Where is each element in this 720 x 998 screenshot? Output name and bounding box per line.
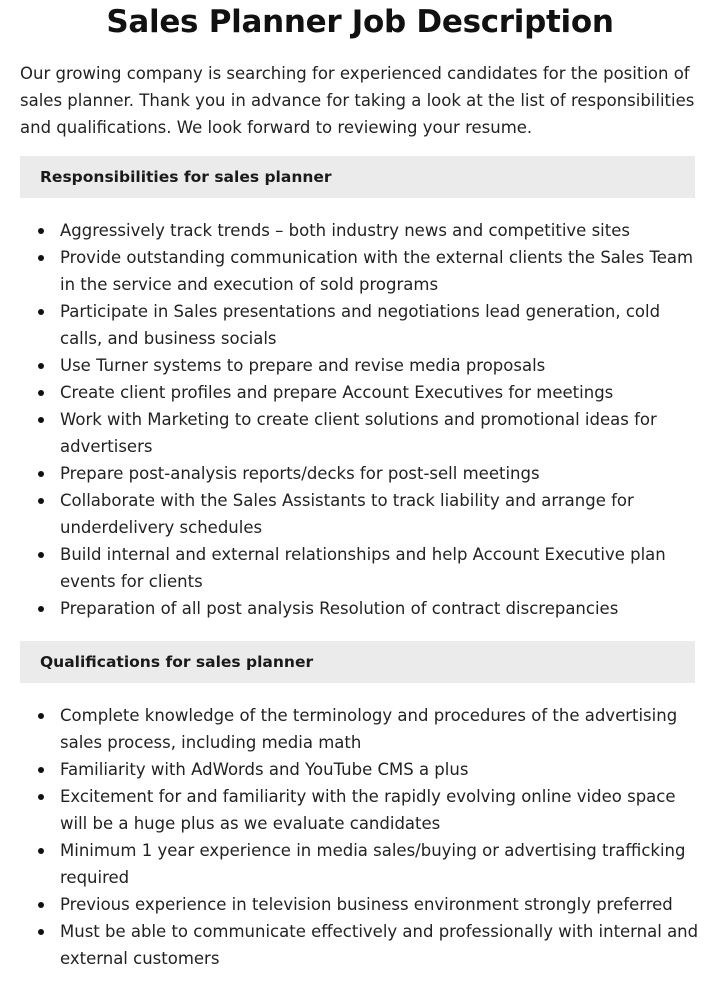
list-item-text: Minimum 1 year experience in media sales/buying or advertising trafficking required <box>60 841 686 887</box>
qualifications-list <box>20 702 700 972</box>
list-item <box>60 406 700 460</box>
list-item <box>60 783 700 837</box>
responsibilities-heading: Responsibilities for sales planner <box>20 156 695 198</box>
list-item-text: Participate in Sales presentations and negotiations lead generation, cold calls, and business socials <box>60 302 661 348</box>
list-item <box>60 244 700 298</box>
list-item <box>60 487 700 541</box>
bullet-icon <box>38 794 44 800</box>
list-item-text: Preparation of all post analysis Resolution of contract discrepancies <box>60 599 619 618</box>
list-item <box>60 541 700 595</box>
list-item <box>60 379 700 406</box>
list-item <box>60 298 700 352</box>
list-item-text: Use Turner systems to prepare and revise media proposals <box>60 356 546 375</box>
list-item-text: Prepare post-analysis reports/decks for post-sell meetings <box>60 464 540 483</box>
bullet-icon <box>38 390 44 396</box>
list-item <box>60 352 700 379</box>
list-item <box>60 460 700 487</box>
list-item <box>60 756 700 783</box>
list-item-text: Previous experience in television business environment strongly preferred <box>60 895 673 914</box>
list-item <box>60 837 700 891</box>
list-item <box>60 595 700 622</box>
list-item <box>60 918 700 972</box>
list-item-text: Aggressively track trends – both industry news and competitive sites <box>60 221 630 240</box>
responsibilities-list <box>20 217 700 622</box>
list-item-text: Create client profiles and prepare Account Executives for meetings <box>60 383 614 402</box>
page-title: Sales Planner Job Description <box>106 4 614 40</box>
list-item <box>60 702 700 756</box>
list-item-text: Excitement for and familiarity with the rapidly evolving online video space will be a huge plus as we evaluate candidates <box>60 787 676 833</box>
list-item <box>60 891 700 918</box>
list-item-text: Complete knowledge of the terminology and procedures of the advertising sales process, including media math <box>60 706 678 752</box>
bullet-icon <box>38 902 44 908</box>
intro-paragraph: Our growing company is searching for experienced candidates for the position of sales planner. Thank you in advance for taking a look at the list of responsibilities and qualifications. We look forward to reviewing your resume. <box>20 64 695 137</box>
list-item-text: Work with Marketing to create client solutions and promotional ideas for advertisers <box>60 410 657 456</box>
list-item-text: Provide outstanding communication with the external clients the Sales Team in the service and execution of sold programs <box>60 248 694 294</box>
list-item-text: Familiarity with AdWords and YouTube CMS a plus <box>60 760 469 779</box>
bullet-icon <box>38 363 44 369</box>
bullet-icon <box>38 767 44 773</box>
qualifications-heading: Qualifications for sales planner <box>20 641 695 683</box>
bullet-icon <box>38 713 44 719</box>
bullet-icon <box>38 606 44 612</box>
bullet-icon <box>38 309 44 315</box>
bullet-icon <box>38 471 44 477</box>
list-item <box>60 217 700 244</box>
bullet-icon <box>38 929 44 935</box>
bullet-icon <box>38 255 44 261</box>
bullet-icon <box>38 417 44 423</box>
list-item-text: Build internal and external relationships and help Account Executive plan events for clients <box>60 545 666 591</box>
list-item-text: Collaborate with the Sales Assistants to track liability and arrange for underdelivery schedules <box>60 491 634 537</box>
bullet-icon <box>38 228 44 234</box>
list-item-text: Must be able to communicate effectively and professionally with internal and external customers <box>60 922 699 968</box>
bullet-icon <box>38 552 44 558</box>
bullet-icon <box>38 498 44 504</box>
bullet-icon <box>38 848 44 854</box>
